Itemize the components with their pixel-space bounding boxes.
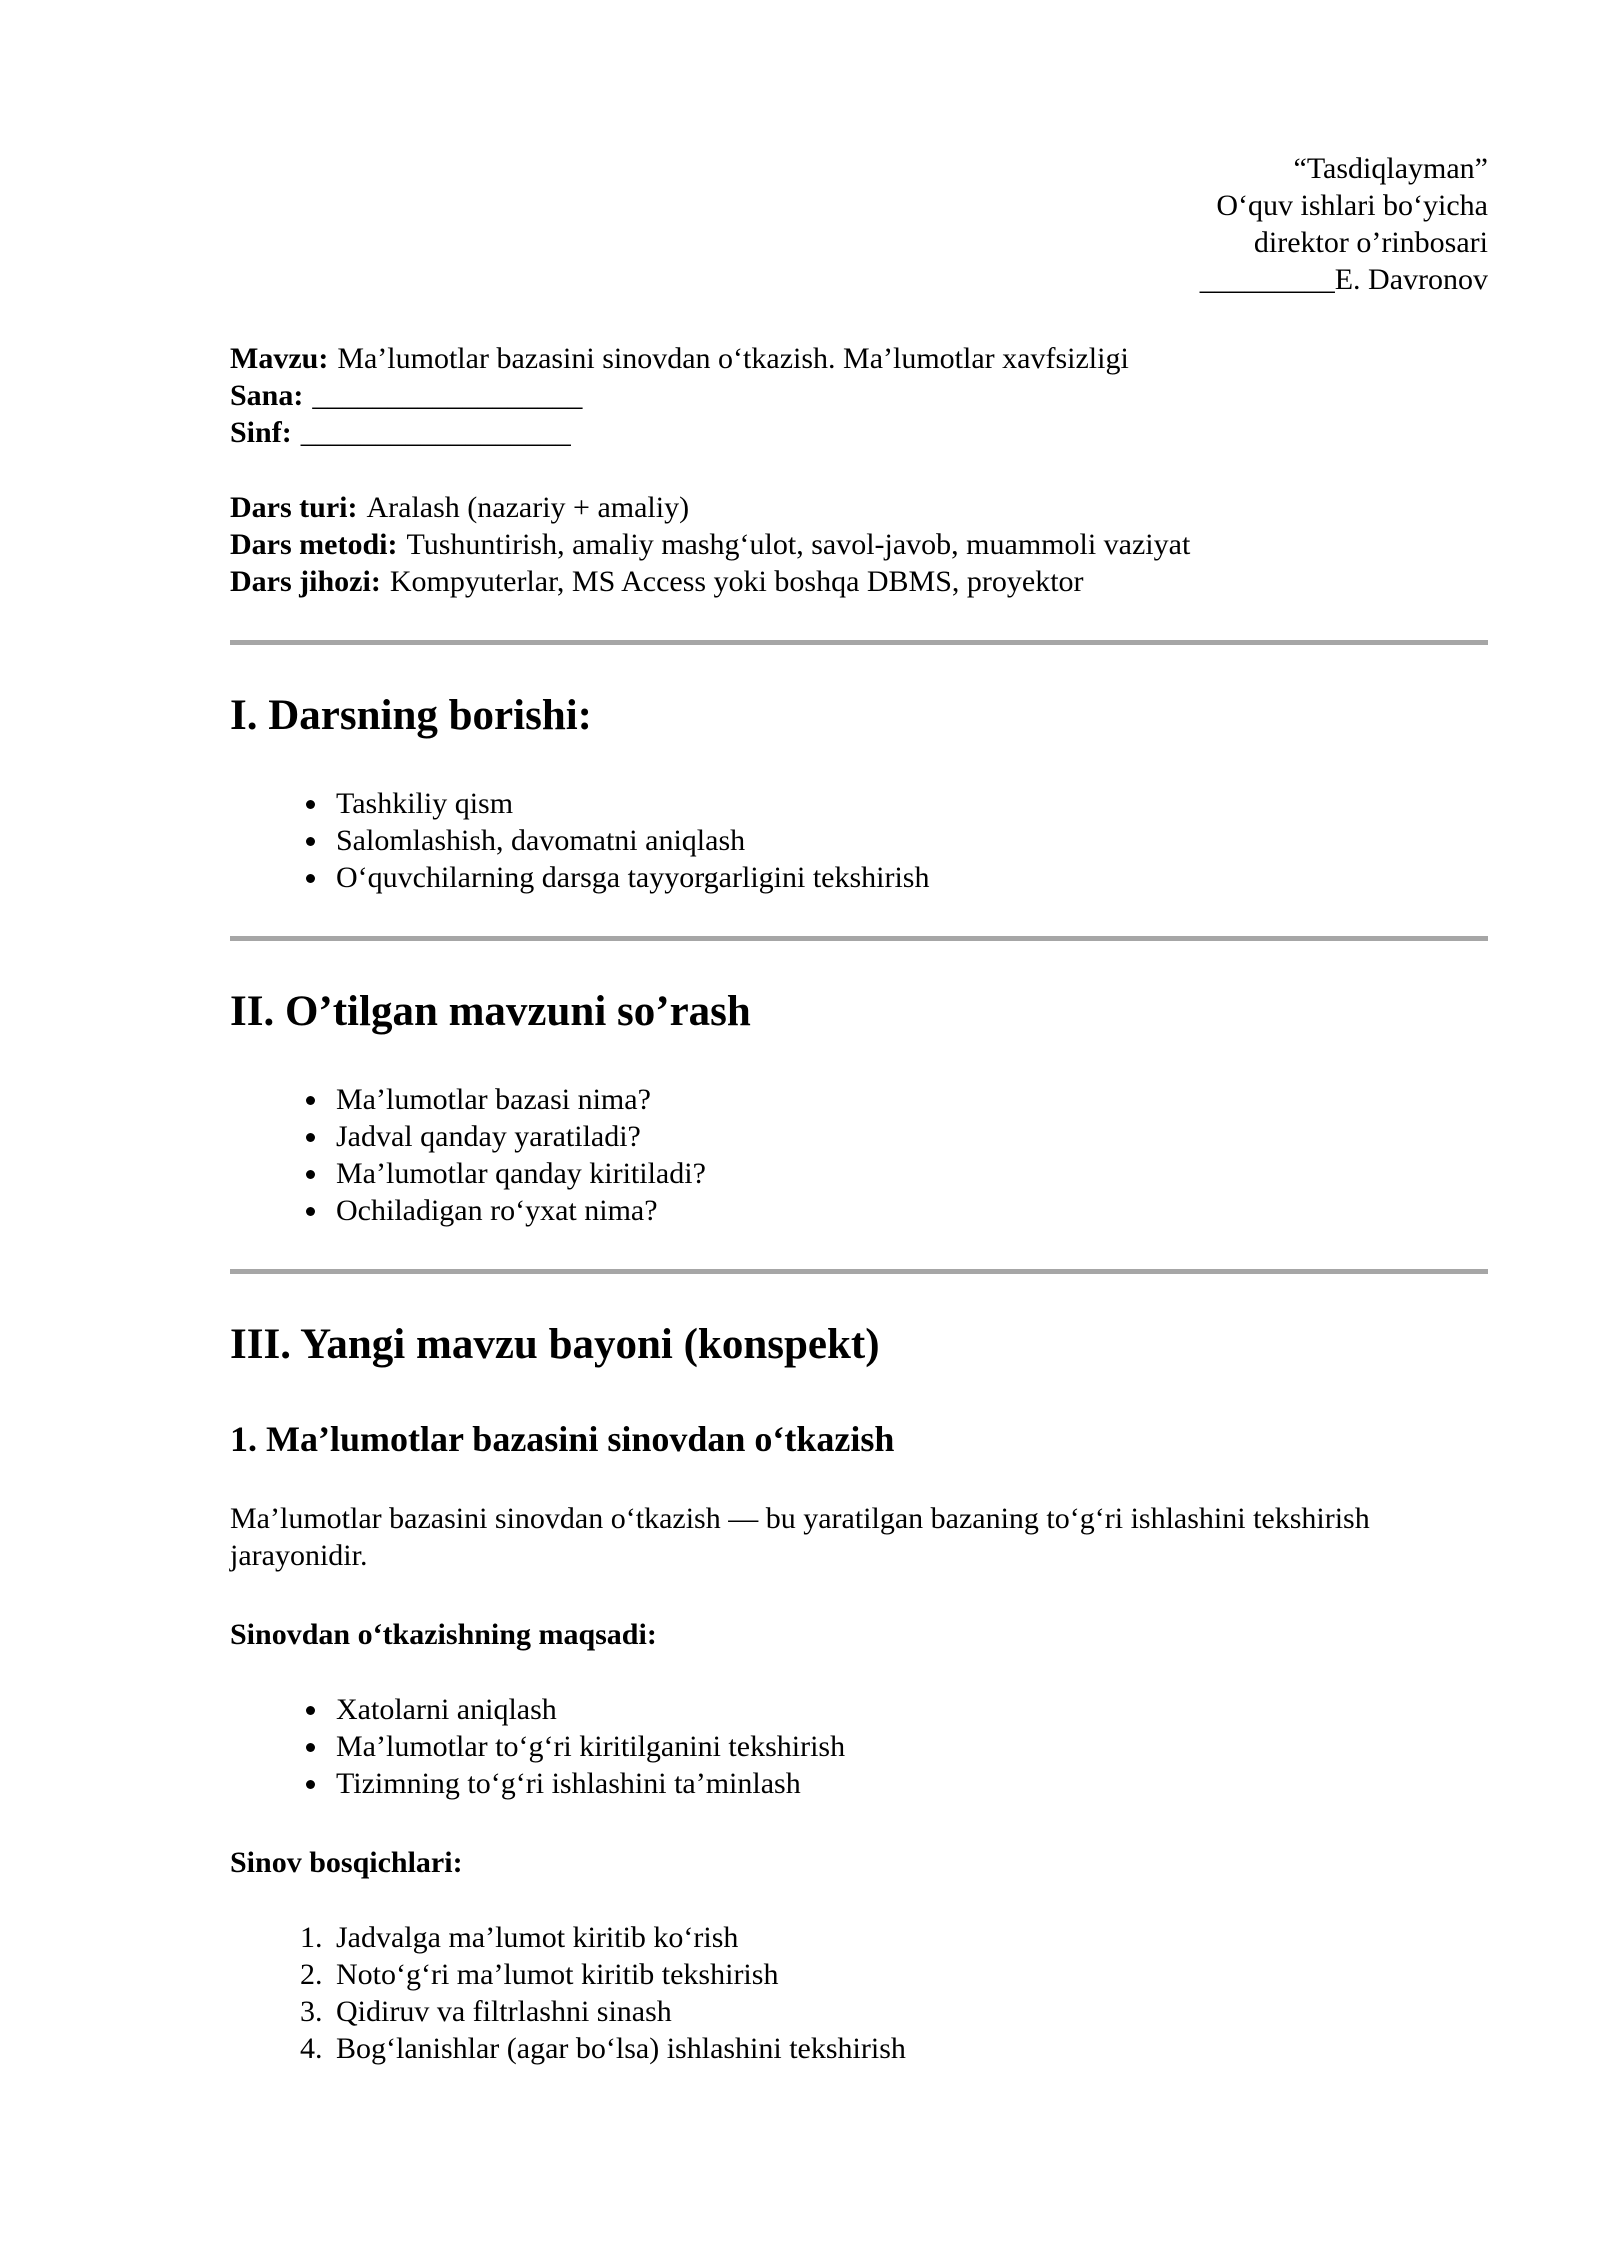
signature-blank: _________ bbox=[1199, 263, 1335, 296]
list-item: • Salomlashish, davomatni aniqlash bbox=[330, 822, 1488, 859]
lesson-type-text: Aralash (nazariy + amaliy) bbox=[366, 491, 690, 524]
list-item: • Xatolarni aniqlash bbox=[330, 1691, 1488, 1728]
date-line bbox=[230, 377, 1488, 414]
section-divider-1 bbox=[230, 640, 1488, 645]
lesson-method-line bbox=[230, 526, 1488, 563]
list-item: • O‘quvchilarning darsga tayyorgarligini tekshirish bbox=[330, 859, 1488, 896]
list-item: 2. Noto‘g‘ri ma’lumot kiritib tekshirish bbox=[330, 1956, 1488, 1993]
lesson-equipment-label: Dars jihozi: bbox=[230, 565, 381, 598]
list-item: • Tizimning to‘g‘ri ishlashini ta’minlash bbox=[330, 1765, 1488, 1802]
list-item: 4. Bog‘lanishlar (agar bo‘lsa) ishlashini tekshirish bbox=[330, 2030, 1488, 2067]
approval-department: O‘quv ishlari bo‘yicha bbox=[1216, 189, 1488, 222]
approval-stamp: “Tasdiqlayman” bbox=[1293, 152, 1488, 185]
list-item: • Jadval qanday yaratiladi? bbox=[330, 1118, 1488, 1155]
topic-block bbox=[230, 340, 1488, 451]
section-divider-2 bbox=[230, 936, 1488, 941]
section-1-heading: I. Darsning borishi: bbox=[230, 692, 592, 739]
section-1-list bbox=[230, 785, 1488, 896]
class-blank: __________________ bbox=[300, 416, 571, 449]
list-item: • Ma’lumotlar bazasi nima? bbox=[330, 1081, 1488, 1118]
lesson-type-label: Dars turi: bbox=[230, 491, 358, 524]
topic-line bbox=[230, 340, 1488, 377]
topic-label: Mavzu: bbox=[230, 342, 329, 375]
list-item: 3. Qidiruv va filtrlashni sinash bbox=[330, 1993, 1488, 2030]
approval-block bbox=[230, 150, 1488, 298]
section-2-heading: II. O’tilgan mavzuni so’rash bbox=[230, 988, 751, 1035]
lesson-info-block bbox=[230, 489, 1488, 600]
list-item: • Ma’lumotlar qanday kiritiladi? bbox=[330, 1155, 1488, 1192]
section-divider-3 bbox=[230, 1269, 1488, 1274]
list-item: • Tashkiliy qism bbox=[330, 785, 1488, 822]
section-3-heading: III. Yangi mavzu bayoni (konspekt) bbox=[230, 1321, 880, 1368]
lesson-equipment-line bbox=[230, 563, 1488, 600]
class-line bbox=[230, 414, 1488, 451]
list-item: • Ma’lumotlar to‘g‘ri kiritilganini tekshirish bbox=[330, 1728, 1488, 1765]
section-2-list bbox=[230, 1081, 1488, 1229]
testing-stages-heading: Sinov bosqichlari: bbox=[230, 1846, 463, 1879]
lesson-method-text: Tushuntirish, amaliy mashg‘ulot, savol-javob, muammoli vaziyat bbox=[406, 528, 1191, 561]
topic-text: Ma’lumotlar bazasini sinovdan o‘tkazish. Ma’lumotlar xavfsizligi bbox=[337, 342, 1129, 375]
testing-stages-list bbox=[230, 1919, 1488, 2067]
list-item: • Ochiladigan ro‘yxat nima? bbox=[330, 1192, 1488, 1229]
lesson-type-line bbox=[230, 489, 1488, 526]
section-3-subheading: 1. Ma’lumotlar bazasini sinovdan o‘tkazish bbox=[230, 1419, 895, 1459]
lesson-equipment-text: Kompyuterlar, MS Access yoki boshqa DBMS, proyektor bbox=[389, 565, 1084, 598]
approver-name: E. Davronov bbox=[1334, 263, 1488, 296]
class-label: Sinf: bbox=[230, 416, 292, 449]
testing-purpose-list bbox=[230, 1691, 1488, 1802]
list-item: 1. Jadvalga ma’lumot kiritib ko‘rish bbox=[330, 1919, 1488, 1956]
date-blank: __________________ bbox=[312, 379, 583, 412]
section-3-paragraph: Ma’lumotlar bazasini sinovdan o‘tkazish — bu yaratilgan bazaning to‘g‘ri ishlashini tekshirish jarayonidir. bbox=[230, 1502, 1370, 1572]
date-label: Sana: bbox=[230, 379, 304, 412]
approval-role: direktor o’rinbosari bbox=[1253, 226, 1488, 259]
approval-signature-line bbox=[230, 261, 1488, 298]
testing-purpose-heading: Sinovdan o‘tkazishning maqsadi: bbox=[230, 1618, 657, 1651]
lesson-method-label: Dars metodi: bbox=[230, 528, 398, 561]
